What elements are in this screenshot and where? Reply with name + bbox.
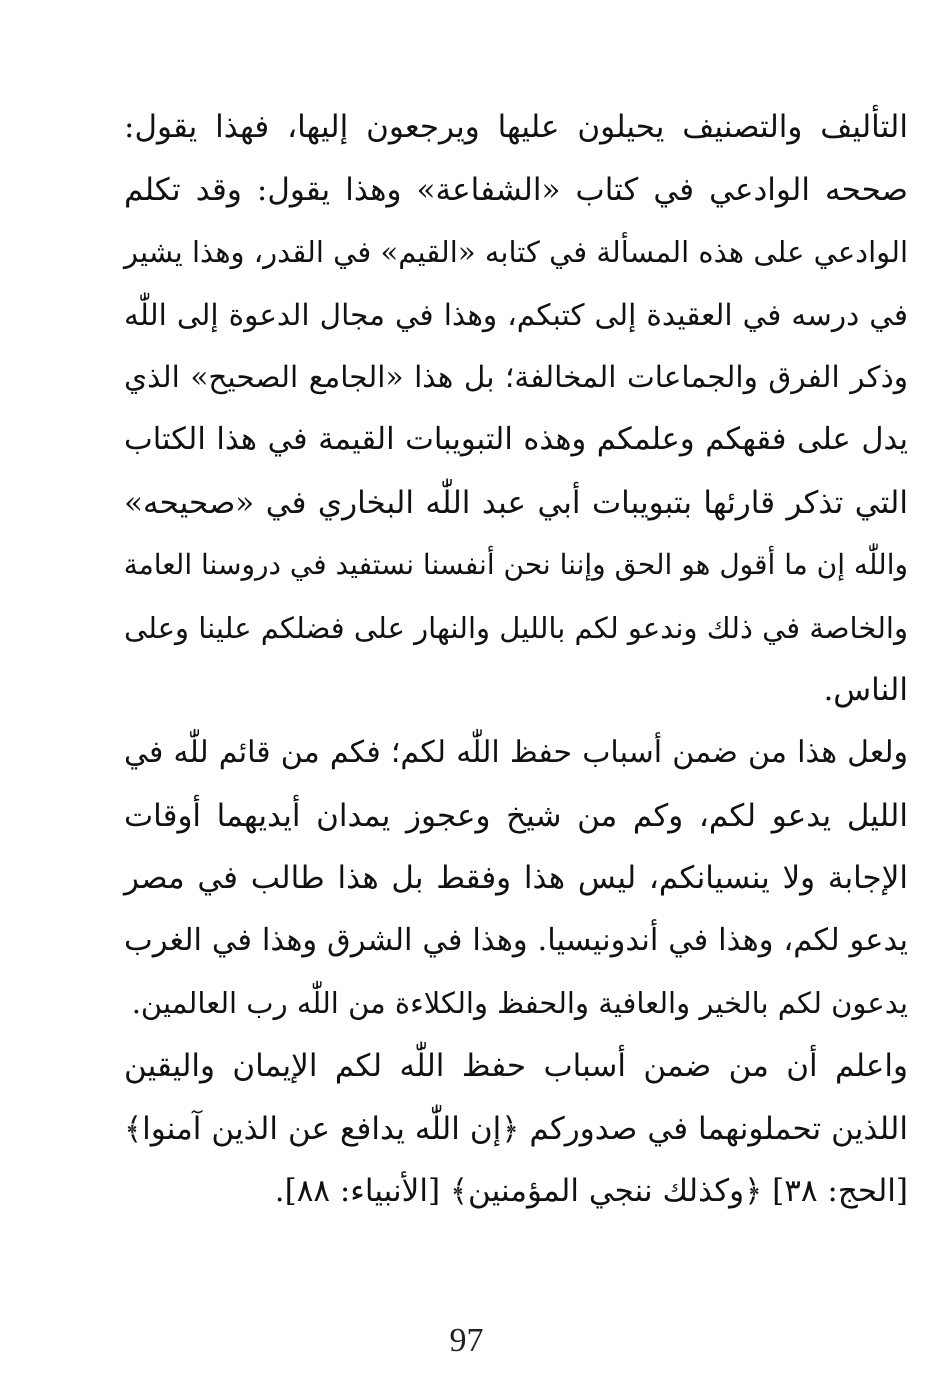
text-line: الوادعي على هذه المسألة في كتابه «القيم» في القدر، وهذا يشير xyxy=(124,235,908,270)
text-line: اللذين تحملونهما في صدوركم ﴿إن اللّٰه يدافع عن الذين آمنوا﴾ xyxy=(124,1110,908,1147)
paragraph-3 xyxy=(124,1035,908,1223)
text-line: والخاصة في ذلك وندعو لكم بالليل والنهار على فضلكم علينا وعلى xyxy=(123,610,908,645)
text-line: [الحج: ٣٨] ﴿وكذلك ننجي المؤمنين﴾ [الأنبياء: ٨٨]. xyxy=(274,1173,908,1210)
text-line: يدل على فقهكم وعلمكم وهذه التبويبات القيمة في هذا الكتاب xyxy=(124,421,908,457)
text-line: الناس. xyxy=(823,672,908,709)
text-line: التأليف والتصنيف يحيلون عليها ويرجعون إليها، فهذا يقول: xyxy=(124,109,908,145)
text-line: ولعل هذا من ضمن أسباب حفظ اللّٰه لكم؛ فكم من قائم للّٰه في xyxy=(124,734,908,770)
text-line: الإجابة ولا ينسيانكم، ليس هذا وفقط بل هذا طالب في مصر xyxy=(124,860,908,897)
text-line: في درسه في العقيدة إلى كتبكم، وهذا في مجال الدعوة إلى اللّٰه xyxy=(124,297,908,332)
text-line: التي تذكر قارئها بتبويبات أبي عبد اللّٰه البخاري في «صحيحه» xyxy=(124,484,908,521)
text-line: يدعو لكم، وهذا في أندونيسيا. وهذا في الشرق وهذا في الغرب xyxy=(124,922,908,958)
text-line: واللّٰه إن ما أقول هو الحق وإننا نحن أنفسنا نستفيد في دروسنا العامة xyxy=(123,548,908,582)
paragraph-2 xyxy=(124,722,908,1035)
page-body xyxy=(124,96,908,1223)
text-line: يدعون لكم بالخير والعافية والحفظ والكلاءة من اللّٰه رب العالمين. xyxy=(131,986,908,1021)
paragraph-1 xyxy=(124,96,908,722)
text-line: وذكر الفرق والجماعات المخالفة؛ بل هذا «الجامع الصحيح» الذي xyxy=(124,360,908,395)
page-number: 97 xyxy=(449,1322,484,1359)
text-line: صححه الوادعي في كتاب «الشفاعة» وهذا يقول: وقد تكلم xyxy=(124,171,908,208)
text-line: واعلم أن من ضمن أسباب حفظ اللّٰه لكم الإيمان واليقين xyxy=(124,1047,908,1084)
text-line: الليل يدعو لكم، وكم من شيخ وعجوز يمدان أيديهما أوقات xyxy=(124,797,908,834)
